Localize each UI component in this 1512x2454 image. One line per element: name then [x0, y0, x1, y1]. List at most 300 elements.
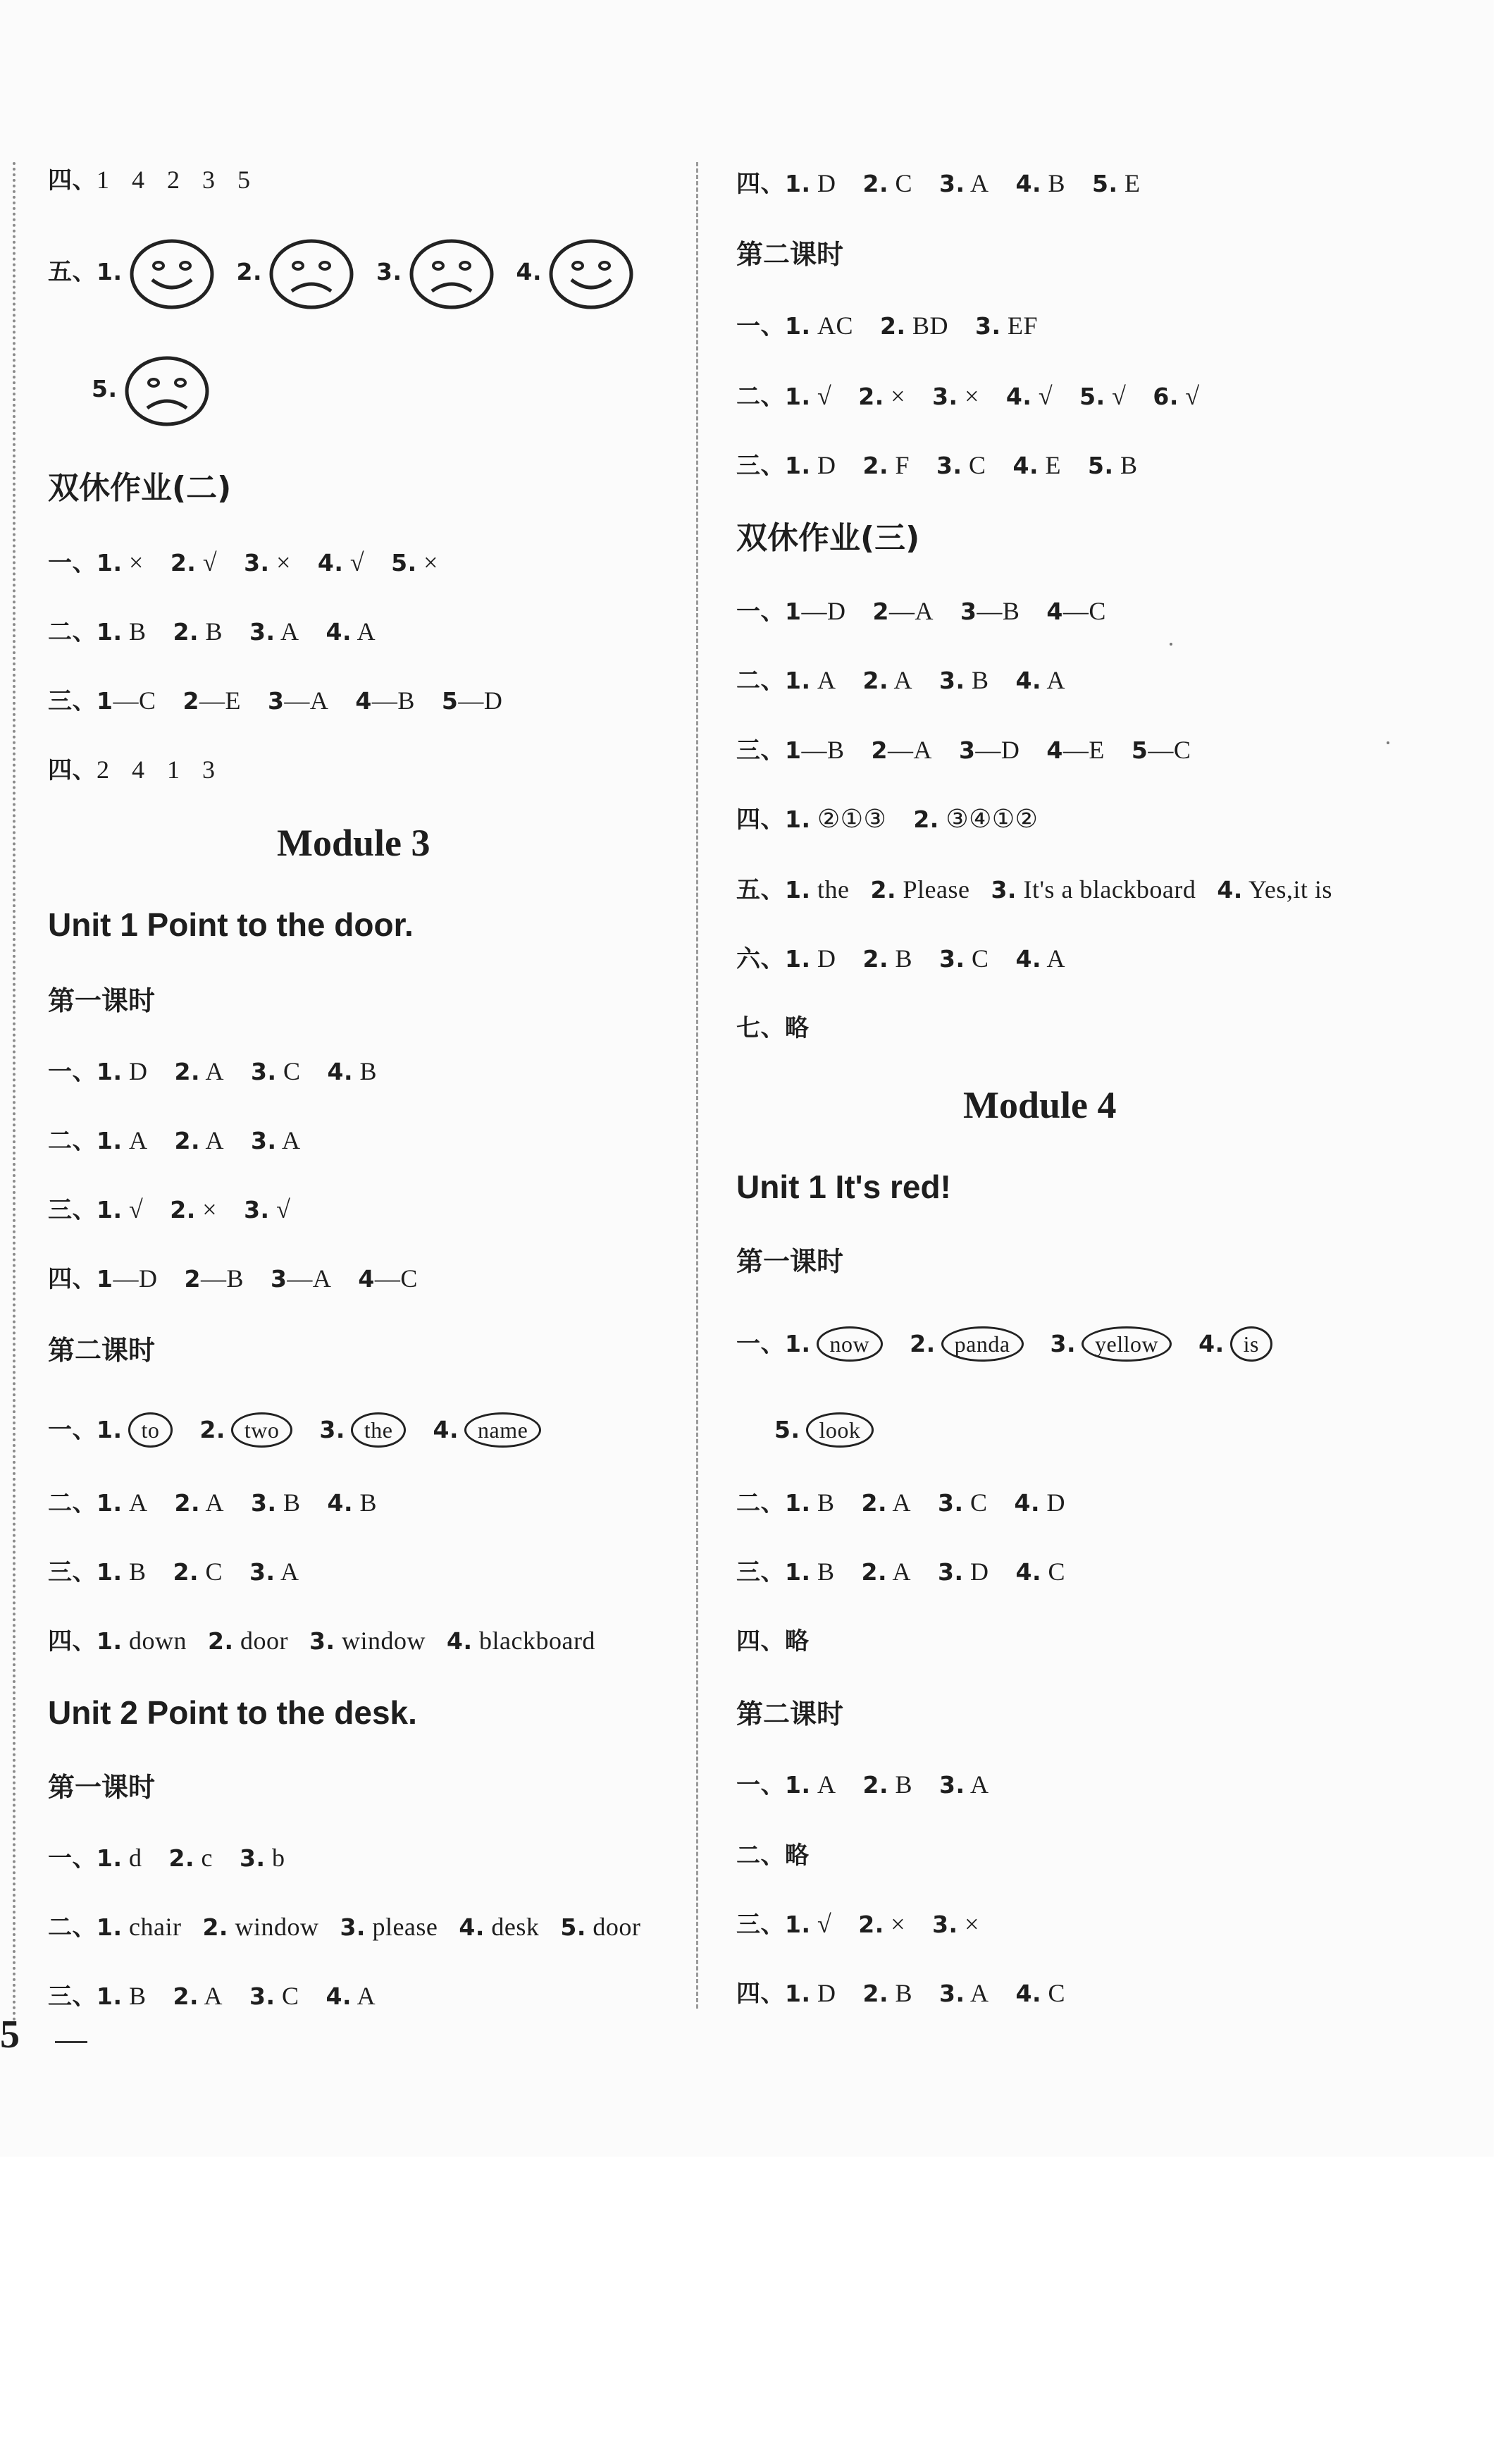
answer-text: × [129, 548, 144, 576]
answer-text: —C [1062, 597, 1106, 625]
answer-text: 6. [1153, 383, 1179, 410]
answer-text: 1. [785, 806, 811, 833]
answer-text: window [342, 1627, 426, 1655]
answer-row [48, 1125, 301, 1157]
answer-text: A [129, 1488, 148, 1517]
answer-text: 1. [97, 258, 123, 285]
lesson-title: 第一课时 [48, 1772, 156, 1803]
answer-text: desk [491, 1913, 540, 1941]
answer-text: 3. [340, 1913, 366, 1941]
answer-row [736, 1978, 1065, 2009]
answer-text: 1. [785, 312, 811, 340]
answer-text: D [817, 1979, 836, 2007]
answer-text: 4. [1005, 383, 1032, 410]
answer-text: —B [801, 736, 845, 764]
sad-face-icon [408, 238, 495, 311]
answer-text: c [201, 1844, 213, 1872]
answer-text: √ [1185, 382, 1200, 410]
answer-text: 4. [1198, 1330, 1225, 1357]
answer-text: 1. [97, 1489, 123, 1517]
answer-text: 2. [861, 1489, 888, 1517]
answer-row [48, 1408, 541, 1451]
answer-text: 1. [785, 1330, 811, 1357]
circled-word: look [806, 1412, 874, 1448]
answer-text: 5. [774, 1416, 800, 1443]
answer-row [48, 1625, 595, 1657]
answer-text: × [423, 548, 438, 576]
answer-text: window [235, 1913, 319, 1941]
circled-word: yellow [1082, 1326, 1172, 1362]
section-title: 双休作业(三) [736, 520, 920, 556]
answer-row [48, 1911, 640, 1943]
answer-text: 五、 [48, 258, 97, 286]
answer-text: 1. [785, 452, 811, 479]
answer-text: —D [113, 1264, 158, 1293]
answer-text: —E [199, 686, 241, 715]
answer-text: 二、 [48, 1913, 97, 1942]
answer-text: 三、 [736, 1911, 785, 1939]
answer-text: 3 [960, 598, 977, 625]
answer-text: 2. [174, 1058, 200, 1085]
answer-text: 四、 [736, 1627, 785, 1655]
happy-face-icon [547, 238, 635, 311]
answer-row [736, 1012, 810, 1044]
answer-text: —B [977, 597, 1020, 625]
unit-title: Unit 1 It's red! [736, 1169, 951, 1205]
answer-text: 1 [785, 736, 802, 764]
answer-text: 4 [1046, 736, 1063, 764]
answer-text: —A [888, 597, 934, 625]
answer-text: B [129, 1982, 147, 2010]
answer-text: 4. [516, 258, 542, 285]
answer-text: B [283, 1488, 301, 1517]
answer-text: chair [129, 1913, 182, 1941]
faces-row [48, 233, 635, 310]
answer-text: 3. [932, 383, 958, 410]
answer-text: B [129, 1558, 147, 1586]
module-title: Module 4 [963, 1084, 1117, 1126]
faces-row-2 [92, 350, 211, 427]
answer-text: 4. [326, 618, 352, 646]
answer-row [48, 1194, 290, 1226]
answer-text: 4. [327, 1058, 354, 1085]
answer-text: 二、 [736, 1842, 785, 1870]
page-number-dash [55, 2041, 87, 2043]
lesson-title: 第二课时 [736, 239, 844, 270]
answer-text: B [972, 666, 989, 694]
answer-text: —A [287, 1264, 332, 1293]
answer-text: 三、 [736, 452, 785, 480]
answer-text: 2. [858, 383, 884, 410]
answer-text: D [1046, 1488, 1066, 1517]
answer-text: B [359, 1488, 378, 1517]
answer-row [736, 1322, 1272, 1365]
answer-row [736, 943, 1065, 975]
answer-text: 3. [309, 1627, 335, 1655]
answer-text: 3. [939, 1771, 965, 1799]
answer-text: ②①③ [817, 805, 887, 833]
answer-text: A [893, 666, 913, 694]
answer-text: 4 [358, 1265, 375, 1293]
answer-text: 2. [170, 549, 197, 576]
answer-text: 1. [785, 1558, 811, 1586]
answer-text: 2. [174, 1489, 200, 1517]
answer-text: B [359, 1057, 378, 1085]
answer-text: 3 [267, 687, 285, 715]
answer-row [48, 685, 502, 717]
answer-text: 2. [173, 1983, 199, 2010]
answer-text: 2 4 1 3 [97, 756, 216, 784]
answer-text: √ [276, 1195, 291, 1223]
answer-text: 1. [785, 170, 811, 197]
answer-text: 3. [251, 1058, 277, 1085]
lesson-title: 第二课时 [736, 1698, 844, 1729]
answer-text: —C [1148, 736, 1191, 764]
answer-text: A [1046, 666, 1066, 694]
answer-text: 二、 [48, 618, 97, 646]
answer-text: F [895, 451, 910, 479]
answer-text: E [1045, 451, 1062, 479]
answer-row [736, 1839, 810, 1871]
answer-text: —D [975, 736, 1020, 764]
scan-speck [1170, 643, 1172, 646]
answer-text: 4. [317, 549, 344, 576]
answer-text: A [892, 1488, 912, 1517]
answer-text: It's a blackboard [1023, 875, 1196, 904]
answer-text: ③④①② [946, 805, 1039, 833]
answer-text: 4. [1015, 945, 1042, 973]
answer-text: C [969, 451, 986, 479]
answer-text: 二、 [736, 667, 785, 695]
answer-text: C [895, 169, 913, 197]
answer-text: 2. [870, 876, 896, 904]
answer-row [48, 1263, 418, 1295]
answer-text: A [817, 1770, 836, 1799]
answer-text: A [205, 1126, 225, 1154]
answer-text: C [282, 1982, 299, 2010]
answer-text: 三、 [736, 1558, 785, 1586]
answer-text: A [357, 1982, 376, 2010]
answer-text: 3. [249, 1558, 275, 1586]
answer-row [736, 168, 1141, 199]
column-divider [696, 162, 698, 2009]
answer-text: 2 [184, 1265, 201, 1293]
answer-text: door [240, 1627, 288, 1655]
answer-text: 1. [785, 383, 811, 410]
answer-text: 1 [97, 687, 113, 715]
answer-text: √ [817, 1910, 832, 1938]
answer-text: 2. [202, 1913, 228, 1941]
answer-text: 1. [785, 667, 811, 694]
answer-row [48, 754, 216, 786]
answer-text: B [817, 1488, 835, 1517]
answer-text: 略 [785, 1627, 810, 1655]
answer-text: 3. [249, 1983, 275, 2010]
answer-text: 5. [92, 375, 118, 402]
answer-text: 一、 [736, 1771, 785, 1799]
answer-text: D [970, 1558, 989, 1586]
answer-row [48, 164, 251, 196]
answer-text: 四、 [48, 1265, 97, 1293]
answer-row [736, 1625, 810, 1657]
answer-text: —A [284, 686, 329, 715]
answer-text: 2. [173, 1558, 199, 1586]
answer-text: 1. [97, 1844, 123, 1872]
answer-text: 3. [244, 549, 270, 576]
answer-row [48, 547, 438, 579]
answer-row [736, 1909, 979, 1940]
answer-row [774, 1408, 874, 1451]
answer-text: —E [1062, 736, 1105, 764]
answer-text: √ [129, 1195, 144, 1223]
answer-text: √ [1112, 382, 1127, 410]
answer-text: 4. [1217, 876, 1243, 904]
answer-row [48, 1556, 299, 1588]
answer-text: 3. [251, 1127, 277, 1154]
answer-text: B [895, 1770, 913, 1799]
answer-text: 5 [1131, 736, 1148, 764]
answer-text: A [129, 1126, 148, 1154]
answer-text: 二、 [736, 383, 785, 411]
answer-text: 1 4 2 3 5 [97, 166, 251, 194]
happy-face-icon [128, 238, 216, 311]
answer-text: blackboard [479, 1627, 595, 1655]
answer-text: 4. [1015, 1980, 1042, 2007]
answer-text: d [129, 1844, 142, 1872]
answer-text: 1. [785, 1911, 811, 1938]
answer-text: 1. [785, 876, 811, 904]
answer-text: 3. [939, 170, 965, 197]
answer-text: 1. [97, 1558, 123, 1586]
answer-text: × [202, 1195, 218, 1223]
answer-text: B [205, 617, 223, 646]
answer-text: 五、 [736, 876, 785, 904]
answer-text: A [970, 1979, 989, 2007]
answer-text: 三、 [48, 1558, 97, 1586]
answer-text: 四、 [48, 1627, 97, 1655]
answer-text: 2. [862, 945, 888, 973]
answer-text: 3. [932, 1911, 958, 1938]
answer-text: × [965, 382, 979, 410]
answer-row [736, 803, 1038, 835]
answer-text: C [283, 1057, 301, 1085]
answer-text: 4. [1015, 667, 1042, 694]
answer-text: 3. [938, 1489, 964, 1517]
answer-text: —D [801, 597, 846, 625]
answer-text: √ [349, 548, 365, 576]
answer-text: 三、 [48, 687, 97, 715]
circled-word: to [128, 1412, 173, 1448]
answer-text: 3 [270, 1265, 287, 1293]
answer-text: 一、 [48, 1058, 97, 1086]
answer-text: down [129, 1627, 187, 1655]
answer-text: B [129, 617, 147, 646]
answer-text: 2. [168, 1844, 194, 1872]
binding-dotted-rule [13, 162, 16, 2023]
circled-word: name [464, 1412, 541, 1448]
circled-word: panda [941, 1326, 1024, 1362]
answer-text: 3. [991, 876, 1017, 904]
answer-text: 2. [880, 312, 906, 340]
answer-text: 2. [858, 1911, 884, 1938]
answer-row [736, 450, 1138, 481]
answer-text: 4. [1012, 452, 1039, 479]
answer-text: 2. [862, 170, 888, 197]
lesson-title: 第一课时 [48, 985, 156, 1016]
answer-text: C [970, 1488, 988, 1517]
answer-text: 3. [939, 1980, 965, 2007]
answer-text: √ [1038, 382, 1053, 410]
answer-text: 三、 [48, 1196, 97, 1224]
answer-text: 1. [785, 1771, 811, 1799]
answer-text: 1. [97, 1416, 123, 1443]
answer-text: √ [817, 382, 832, 410]
answer-text: 2. [862, 452, 888, 479]
answer-text: 一、 [48, 549, 97, 577]
answer-text: 四、 [736, 170, 785, 198]
scan-speck [1387, 741, 1389, 744]
answer-text: 1. [97, 618, 123, 646]
answer-row [736, 734, 1191, 766]
answer-text: 5. [1092, 170, 1118, 197]
answer-text: 5. [560, 1913, 586, 1941]
module-title: Module 3 [277, 822, 430, 864]
answer-text: 2 [182, 687, 199, 715]
answer-text: A [970, 169, 989, 197]
answer-text: EF [1008, 312, 1039, 340]
answer-text: 四、 [736, 806, 785, 834]
answer-text: 1. [97, 1913, 123, 1941]
answer-text: 4 [355, 687, 372, 715]
answer-text: D [129, 1057, 148, 1085]
answer-text: 1. [97, 1058, 123, 1085]
answer-text: × [965, 1910, 979, 1938]
answer-text: 1. [785, 1980, 811, 2007]
answer-text: Please [903, 875, 970, 904]
answer-text: A [205, 1057, 225, 1085]
answer-text: A [204, 1982, 223, 2010]
unit-title: Unit 1 Point to the door. [48, 906, 414, 943]
answer-text: 1. [785, 945, 811, 973]
answer-text: A [280, 1558, 299, 1586]
answer-text: 一、 [736, 598, 785, 626]
circled-word: is [1230, 1326, 1272, 1362]
answer-text: 2. [910, 1330, 936, 1357]
answer-text: 4. [1014, 1489, 1041, 1517]
sad-face-icon [123, 354, 211, 428]
answer-text: 4. [447, 1627, 473, 1655]
answer-text: D [817, 451, 836, 479]
circled-word: the [351, 1412, 407, 1448]
answer-text: B [817, 1558, 835, 1586]
section-title: 双休作业(二) [48, 470, 232, 506]
answer-row [736, 1556, 1065, 1588]
answer-text: 略 [785, 1842, 810, 1870]
answer-text: A [892, 1558, 912, 1586]
answer-text: 4. [459, 1913, 485, 1941]
answer-text: 2. [862, 1771, 888, 1799]
answer-row [736, 665, 1065, 696]
answer-text: —B [200, 1264, 244, 1293]
answer-text: A [280, 617, 299, 646]
answer-row [48, 616, 376, 648]
answer-text: b [271, 1844, 285, 1872]
answer-text: 一、 [48, 1416, 97, 1444]
answer-text: 3. [239, 1844, 266, 1872]
answer-text: please [372, 1913, 438, 1941]
answer-text: door [593, 1913, 641, 1941]
answer-row [736, 1769, 989, 1801]
answer-text: —D [458, 686, 503, 715]
answer-text: 一、 [736, 1330, 785, 1358]
answer-text: 2. [199, 1416, 225, 1443]
answer-text: C [1048, 1979, 1066, 2007]
answer-text: —C [113, 686, 156, 715]
answer-text: 3. [975, 312, 1001, 340]
answer-text: 4. [327, 1489, 354, 1517]
answer-text: 5. [1079, 383, 1105, 410]
circled-word: two [231, 1412, 293, 1448]
answer-text: 2. [862, 667, 888, 694]
answer-text: × [276, 548, 291, 576]
answer-text: √ [202, 548, 218, 576]
answer-text: Yes,it is [1248, 875, 1332, 904]
answer-text: C [205, 1558, 223, 1586]
answer-text: the [817, 875, 850, 904]
answer-text: AC [817, 312, 854, 340]
answer-row [48, 1842, 285, 1874]
answer-text: E [1124, 169, 1141, 197]
answer-row [736, 874, 1332, 906]
answer-text: 1. [97, 1627, 123, 1655]
sad-face-icon [268, 238, 355, 311]
answer-text: B [1120, 451, 1138, 479]
answer-text: 3. [319, 1416, 345, 1443]
answer-text: 一、 [736, 312, 785, 340]
answer-text: A [282, 1126, 301, 1154]
unit-title: Unit 2 Point to the desk. [48, 1694, 417, 1731]
answer-text: 三、 [48, 1983, 97, 2011]
answer-text: 二、 [48, 1489, 97, 1517]
answer-text: 2. [913, 806, 939, 833]
answer-text: A [1046, 944, 1066, 973]
answer-text: 1 [97, 1265, 113, 1293]
answer-text: 5 [441, 687, 459, 715]
answer-row [48, 1487, 377, 1519]
page-number: 5 [0, 2013, 20, 2057]
answer-text: 2. [173, 618, 199, 646]
answer-text: 三、 [736, 736, 785, 765]
answer-text: × [891, 382, 906, 410]
answer-text: 二、 [48, 1127, 97, 1155]
answer-text: 3. [249, 618, 275, 646]
lesson-title: 第二课时 [48, 1335, 156, 1366]
answer-text: 4. [1015, 170, 1042, 197]
answer-text: 4 [1046, 598, 1063, 625]
answer-text: 4. [326, 1983, 352, 2010]
answer-text: —A [887, 736, 932, 764]
answer-text: D [817, 169, 836, 197]
answer-text: 1. [97, 1127, 123, 1154]
answer-text: 2 [872, 598, 889, 625]
answer-text: 3. [939, 667, 965, 694]
answer-text: 3. [938, 1558, 964, 1586]
answer-text: 2. [208, 1627, 234, 1655]
answer-text: 3. [939, 945, 965, 973]
answer-text: B [895, 944, 913, 973]
answer-text: 略 [785, 1014, 810, 1042]
answer-text: 3. [244, 1196, 270, 1223]
